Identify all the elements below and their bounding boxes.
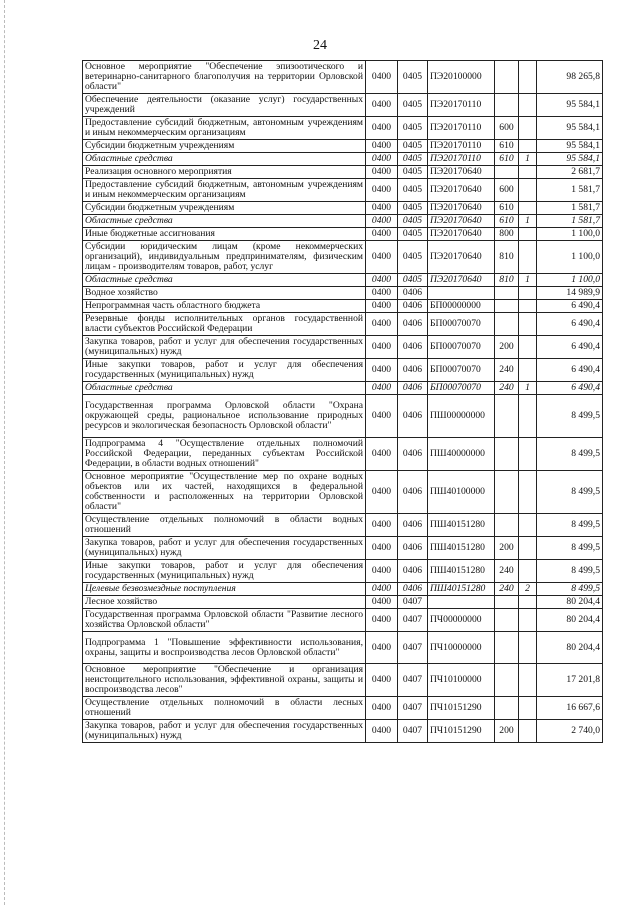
item-name-cell: Закупка товаров, работ и услуг для обеспечения государственных (муниципальных) нужд xyxy=(83,537,366,560)
item-name-cell: Государственная программа Орловской области "Охрана окружающей среды, рациональное использование природных ресурсов и экологическая безопасность Орловской области" xyxy=(83,395,366,438)
funding-source-code-cell xyxy=(519,560,537,583)
item-name-cell: Иные закупки товаров, работ и услуг для обеспечения государственных (муниципальных) нужд xyxy=(83,359,366,382)
expense-type-code-cell xyxy=(495,632,519,664)
item-name-cell: Иные бюджетные ассигнования xyxy=(83,228,366,241)
item-name-cell: Субсидии юридическим лицам (кроме некоммерческих организаций), индивидуальным предпринимателям, физическим лицам - производителям товаров, работ, услуг xyxy=(83,241,366,274)
item-name-cell: Реализация основного мероприятия xyxy=(83,166,366,179)
target-article-code-cell: БП00070070 xyxy=(428,336,495,359)
expense-type-code-cell xyxy=(495,287,519,300)
target-article-code-cell: ПЭ20170110 xyxy=(428,117,495,140)
funding-source-code-cell xyxy=(519,300,537,313)
funding-source-code-cell xyxy=(519,537,537,560)
subsection-code-cell: 0407 xyxy=(398,720,428,743)
subsection-code-cell: 0406 xyxy=(398,514,428,537)
amount-cell: 8 499,5 xyxy=(537,514,603,537)
funding-source-code-cell: 2 xyxy=(519,583,537,596)
section-code-cell: 0400 xyxy=(366,514,398,537)
target-article-code-cell: ПЭ20100000 xyxy=(428,61,495,94)
table-row xyxy=(83,514,603,537)
table-row xyxy=(83,720,603,743)
target-article-code-cell: ПЭ20170640 xyxy=(428,215,495,228)
section-code-cell: 0400 xyxy=(366,61,398,94)
subsection-code-cell: 0405 xyxy=(398,153,428,166)
item-name-cell: Областные средства xyxy=(83,215,366,228)
table-row xyxy=(83,313,603,336)
item-name-cell: Основное мероприятие "Осуществление мер по охране водных объектов или их частей, находящихся в федеральной собственности и расположенных на территории Орловской области" xyxy=(83,471,366,514)
expense-type-code-cell: 240 xyxy=(495,583,519,596)
item-name-cell: Непрограммная часть областного бюджета xyxy=(83,300,366,313)
funding-source-code-cell xyxy=(519,166,537,179)
budget-table-body xyxy=(83,61,603,743)
amount-cell: 95 584,1 xyxy=(537,140,603,153)
section-code-cell: 0400 xyxy=(366,697,398,720)
section-code-cell: 0400 xyxy=(366,720,398,743)
expense-type-code-cell: 810 xyxy=(495,241,519,274)
subsection-code-cell: 0405 xyxy=(398,166,428,179)
amount-cell: 8 499,5 xyxy=(537,583,603,596)
subsection-code-cell: 0405 xyxy=(398,140,428,153)
target-article-code-cell: ПЭ20170640 xyxy=(428,274,495,287)
table-row xyxy=(83,274,603,287)
item-name-cell: Подпрограмма 1 "Повышение эффективности использования, охраны, защиты и воспроизводства лесов Орловской области" xyxy=(83,632,366,664)
funding-source-code-cell xyxy=(519,438,537,471)
funding-source-code-cell xyxy=(519,179,537,202)
expense-type-code-cell: 610 xyxy=(495,140,519,153)
target-article-code-cell: ПШ40000000 xyxy=(428,438,495,471)
section-code-cell: 0400 xyxy=(366,537,398,560)
expense-type-code-cell: 600 xyxy=(495,179,519,202)
target-article-code-cell: ПЭ20170110 xyxy=(428,140,495,153)
subsection-code-cell: 0407 xyxy=(398,697,428,720)
section-code-cell: 0400 xyxy=(366,313,398,336)
subsection-code-cell: 0405 xyxy=(398,228,428,241)
target-article-code-cell: ПШ40100000 xyxy=(428,471,495,514)
scan-margin-line xyxy=(4,0,9,905)
section-code-cell: 0400 xyxy=(366,215,398,228)
amount-cell: 16 667,6 xyxy=(537,697,603,720)
funding-source-code-cell xyxy=(519,697,537,720)
item-name-cell: Областные средства xyxy=(83,153,366,166)
funding-source-code-cell xyxy=(519,514,537,537)
table-row xyxy=(83,61,603,94)
expense-type-code-cell xyxy=(495,697,519,720)
section-code-cell: 0400 xyxy=(366,359,398,382)
item-name-cell: Областные средства xyxy=(83,274,366,287)
funding-source-code-cell xyxy=(519,94,537,117)
table-row xyxy=(83,664,603,697)
table-row xyxy=(83,359,603,382)
expense-type-code-cell xyxy=(495,471,519,514)
funding-source-code-cell xyxy=(519,471,537,514)
subsection-code-cell: 0406 xyxy=(398,313,428,336)
amount-cell: 6 490,4 xyxy=(537,336,603,359)
expense-type-code-cell: 200 xyxy=(495,336,519,359)
expense-type-code-cell xyxy=(495,609,519,632)
target-article-code-cell: ПШ40151280 xyxy=(428,560,495,583)
funding-source-code-cell xyxy=(519,359,537,382)
funding-source-code-cell xyxy=(519,202,537,215)
subsection-code-cell: 0406 xyxy=(398,287,428,300)
table-row xyxy=(83,382,603,395)
section-code-cell: 0400 xyxy=(366,336,398,359)
section-code-cell: 0400 xyxy=(366,632,398,664)
expense-type-code-cell: 240 xyxy=(495,382,519,395)
expense-type-code-cell: 240 xyxy=(495,560,519,583)
target-article-code-cell: ПШ00000000 xyxy=(428,395,495,438)
item-name-cell: Субсидии бюджетным учреждениям xyxy=(83,140,366,153)
section-code-cell: 0400 xyxy=(366,560,398,583)
section-code-cell: 0400 xyxy=(366,94,398,117)
funding-source-code-cell xyxy=(519,241,537,274)
table-row xyxy=(83,609,603,632)
expense-type-code-cell xyxy=(495,61,519,94)
section-code-cell: 0400 xyxy=(366,609,398,632)
table-row xyxy=(83,241,603,274)
subsection-code-cell: 0405 xyxy=(398,274,428,287)
table-row xyxy=(83,697,603,720)
target-article-code-cell: ПЧ10100000 xyxy=(428,664,495,697)
table-row xyxy=(83,228,603,241)
expense-type-code-cell: 600 xyxy=(495,117,519,140)
subsection-code-cell: 0407 xyxy=(398,596,428,609)
expense-type-code-cell: 610 xyxy=(495,215,519,228)
table-row xyxy=(83,438,603,471)
amount-cell: 8 499,5 xyxy=(537,438,603,471)
table-row xyxy=(83,117,603,140)
amount-cell: 80 204,4 xyxy=(537,632,603,664)
target-article-code-cell: ПЭ20170110 xyxy=(428,153,495,166)
target-article-code-cell xyxy=(428,596,495,609)
subsection-code-cell: 0405 xyxy=(398,117,428,140)
amount-cell: 80 204,4 xyxy=(537,609,603,632)
section-code-cell: 0400 xyxy=(366,300,398,313)
table-row xyxy=(83,166,603,179)
item-name-cell: Закупка товаров, работ и услуг для обеспечения государственных (муниципальных) нужд xyxy=(83,336,366,359)
funding-source-code-cell xyxy=(519,609,537,632)
section-code-cell: 0400 xyxy=(366,274,398,287)
table-row xyxy=(83,471,603,514)
expense-type-code-cell: 240 xyxy=(495,359,519,382)
amount-cell: 6 490,4 xyxy=(537,313,603,336)
target-article-code-cell: ПЭ20170640 xyxy=(428,202,495,215)
target-article-code-cell: ПЭ20170640 xyxy=(428,228,495,241)
subsection-code-cell: 0405 xyxy=(398,94,428,117)
amount-cell: 95 584,1 xyxy=(537,153,603,166)
funding-source-code-cell: 1 xyxy=(519,153,537,166)
expense-type-code-cell xyxy=(495,94,519,117)
funding-source-code-cell xyxy=(519,140,537,153)
expense-type-code-cell xyxy=(495,664,519,697)
table-row xyxy=(83,537,603,560)
subsection-code-cell: 0406 xyxy=(398,336,428,359)
table-row xyxy=(83,140,603,153)
item-name-cell: Осуществление отдельных полномочий в области лесных отношений xyxy=(83,697,366,720)
amount-cell: 98 265,8 xyxy=(537,61,603,94)
target-article-code-cell: БП00000000 xyxy=(428,300,495,313)
funding-source-code-cell xyxy=(519,61,537,94)
amount-cell: 2 740,0 xyxy=(537,720,603,743)
expense-type-code-cell xyxy=(495,596,519,609)
subsection-code-cell: 0406 xyxy=(398,471,428,514)
item-name-cell: Субсидии бюджетным учреждениям xyxy=(83,202,366,215)
section-code-cell: 0400 xyxy=(366,241,398,274)
expense-type-code-cell xyxy=(495,313,519,336)
page-number: 24 xyxy=(313,38,327,53)
subsection-code-cell: 0406 xyxy=(398,359,428,382)
section-code-cell: 0400 xyxy=(366,438,398,471)
item-name-cell: Закупка товаров, работ и услуг для обеспечения государственных (муниципальных) нужд xyxy=(83,720,366,743)
item-name-cell: Целевые безвозмездные поступления xyxy=(83,583,366,596)
target-article-code-cell: ПЧ00000000 xyxy=(428,609,495,632)
table-row xyxy=(83,215,603,228)
subsection-code-cell: 0406 xyxy=(398,560,428,583)
section-code-cell: 0400 xyxy=(366,664,398,697)
target-article-code-cell: ПЧ10151290 xyxy=(428,720,495,743)
budget-table xyxy=(82,60,603,743)
item-name-cell: Лесное хозяйство xyxy=(83,596,366,609)
item-name-cell: Обеспечение деятельности (оказание услуг) государственных учреждений xyxy=(83,94,366,117)
subsection-code-cell: 0405 xyxy=(398,61,428,94)
funding-source-code-cell xyxy=(519,228,537,241)
table-row xyxy=(83,395,603,438)
funding-source-code-cell xyxy=(519,395,537,438)
amount-cell: 8 499,5 xyxy=(537,537,603,560)
expense-type-code-cell xyxy=(495,166,519,179)
item-name-cell: Водное хозяйство xyxy=(83,287,366,300)
subsection-code-cell: 0407 xyxy=(398,609,428,632)
funding-source-code-cell xyxy=(519,720,537,743)
amount-cell: 95 584,1 xyxy=(537,94,603,117)
table-row xyxy=(83,300,603,313)
expense-type-code-cell: 200 xyxy=(495,537,519,560)
item-name-cell: Иные закупки товаров, работ и услуг для обеспечения государственных (муниципальных) нужд xyxy=(83,560,366,583)
table-row xyxy=(83,179,603,202)
expense-type-code-cell: 200 xyxy=(495,720,519,743)
subsection-code-cell: 0405 xyxy=(398,215,428,228)
target-article-code-cell: ПШ40151280 xyxy=(428,583,495,596)
amount-cell: 8 499,5 xyxy=(537,395,603,438)
subsection-code-cell: 0406 xyxy=(398,583,428,596)
section-code-cell: 0400 xyxy=(366,228,398,241)
section-code-cell: 0400 xyxy=(366,179,398,202)
section-code-cell: 0400 xyxy=(366,287,398,300)
section-code-cell: 0400 xyxy=(366,583,398,596)
table-row xyxy=(83,202,603,215)
item-name-cell: Областные средства xyxy=(83,382,366,395)
amount-cell: 1 100,0 xyxy=(537,274,603,287)
funding-source-code-cell xyxy=(519,287,537,300)
table-row xyxy=(83,287,603,300)
target-article-code-cell: БП00070070 xyxy=(428,359,495,382)
amount-cell: 95 584,1 xyxy=(537,117,603,140)
amount-cell: 1 581,7 xyxy=(537,179,603,202)
target-article-code-cell: БП00070070 xyxy=(428,313,495,336)
amount-cell: 1 100,0 xyxy=(537,228,603,241)
subsection-code-cell: 0405 xyxy=(398,241,428,274)
subsection-code-cell: 0407 xyxy=(398,664,428,697)
expense-type-code-cell: 610 xyxy=(495,202,519,215)
amount-cell: 8 499,5 xyxy=(537,471,603,514)
item-name-cell: Предоставление субсидий бюджетным, автономным учреждениям и иным некоммерческим организациям xyxy=(83,179,366,202)
target-article-code-cell: ПЭ20170640 xyxy=(428,241,495,274)
funding-source-code-cell: 1 xyxy=(519,215,537,228)
expense-type-code-cell: 610 xyxy=(495,153,519,166)
subsection-code-cell: 0406 xyxy=(398,438,428,471)
amount-cell: 1 581,7 xyxy=(537,215,603,228)
amount-cell: 6 490,4 xyxy=(537,300,603,313)
item-name-cell: Предоставление субсидий бюджетным, автономным учреждениям и иным некоммерческим организациям xyxy=(83,117,366,140)
expense-type-code-cell xyxy=(495,438,519,471)
item-name-cell: Основное мероприятие "Обеспечение и организация неистощительного использования, эффективной охраны, защиты и воспроизводства лесов" xyxy=(83,664,366,697)
section-code-cell: 0400 xyxy=(366,382,398,395)
amount-cell: 1 581,7 xyxy=(537,202,603,215)
section-code-cell: 0400 xyxy=(366,202,398,215)
table-row xyxy=(83,632,603,664)
table-row xyxy=(83,560,603,583)
subsection-code-cell: 0405 xyxy=(398,202,428,215)
expense-type-code-cell xyxy=(495,395,519,438)
expense-type-code-cell: 810 xyxy=(495,274,519,287)
subsection-code-cell: 0406 xyxy=(398,395,428,438)
subsection-code-cell: 0406 xyxy=(398,382,428,395)
section-code-cell: 0400 xyxy=(366,395,398,438)
table-row xyxy=(83,583,603,596)
target-article-code-cell: ПЭ20170640 xyxy=(428,179,495,202)
table-row xyxy=(83,336,603,359)
funding-source-code-cell xyxy=(519,117,537,140)
funding-source-code-cell xyxy=(519,313,537,336)
amount-cell: 1 100,0 xyxy=(537,241,603,274)
item-name-cell: Резервные фонды исполнительных органов государственной власти субъектов Российской Федерации xyxy=(83,313,366,336)
subsection-code-cell: 0407 xyxy=(398,632,428,664)
target-article-code-cell: ПЭ20170640 xyxy=(428,166,495,179)
expense-type-code-cell: 800 xyxy=(495,228,519,241)
item-name-cell: Осуществление отдельных полномочий в области водных отношений xyxy=(83,514,366,537)
section-code-cell: 0400 xyxy=(366,471,398,514)
table-row xyxy=(83,153,603,166)
target-article-code-cell: ПЧ10000000 xyxy=(428,632,495,664)
section-code-cell: 0400 xyxy=(366,117,398,140)
funding-source-code-cell xyxy=(519,596,537,609)
target-article-code-cell: ПШ40151280 xyxy=(428,514,495,537)
amount-cell: 17 201,8 xyxy=(537,664,603,697)
target-article-code-cell: ПШ40151280 xyxy=(428,537,495,560)
expense-type-code-cell xyxy=(495,514,519,537)
subsection-code-cell: 0405 xyxy=(398,179,428,202)
item-name-cell: Подпрограмма 4 "Осуществление отдельных полномочий Российской Федерации, переданных субъектам Российской Федерации, в области водных отношений" xyxy=(83,438,366,471)
section-code-cell: 0400 xyxy=(366,596,398,609)
funding-source-code-cell xyxy=(519,336,537,359)
expense-type-code-cell xyxy=(495,300,519,313)
item-name-cell: Основное мероприятие "Обеспечение эпизоотического и ветеринарно-санитарного благополучия на территории Орловской области" xyxy=(83,61,366,94)
section-code-cell: 0400 xyxy=(366,166,398,179)
table-row xyxy=(83,596,603,609)
amount-cell: 14 989,9 xyxy=(537,287,603,300)
target-article-code-cell xyxy=(428,287,495,300)
section-code-cell: 0400 xyxy=(366,153,398,166)
subsection-code-cell: 0406 xyxy=(398,537,428,560)
funding-source-code-cell: 1 xyxy=(519,274,537,287)
amount-cell: 2 681,7 xyxy=(537,166,603,179)
amount-cell: 8 499,5 xyxy=(537,560,603,583)
target-article-code-cell: БП00070070 xyxy=(428,382,495,395)
amount-cell: 6 490,4 xyxy=(537,359,603,382)
subsection-code-cell: 0406 xyxy=(398,300,428,313)
table-row xyxy=(83,94,603,117)
amount-cell: 6 490,4 xyxy=(537,382,603,395)
funding-source-code-cell xyxy=(519,632,537,664)
funding-source-code-cell: 1 xyxy=(519,382,537,395)
target-article-code-cell: ПЧ10151290 xyxy=(428,697,495,720)
section-code-cell: 0400 xyxy=(366,140,398,153)
amount-cell: 80 204,4 xyxy=(537,596,603,609)
funding-source-code-cell xyxy=(519,664,537,697)
item-name-cell: Государственная программа Орловской области "Развитие лесного хозяйства Орловской области" xyxy=(83,609,366,632)
target-article-code-cell: ПЭ20170110 xyxy=(428,94,495,117)
